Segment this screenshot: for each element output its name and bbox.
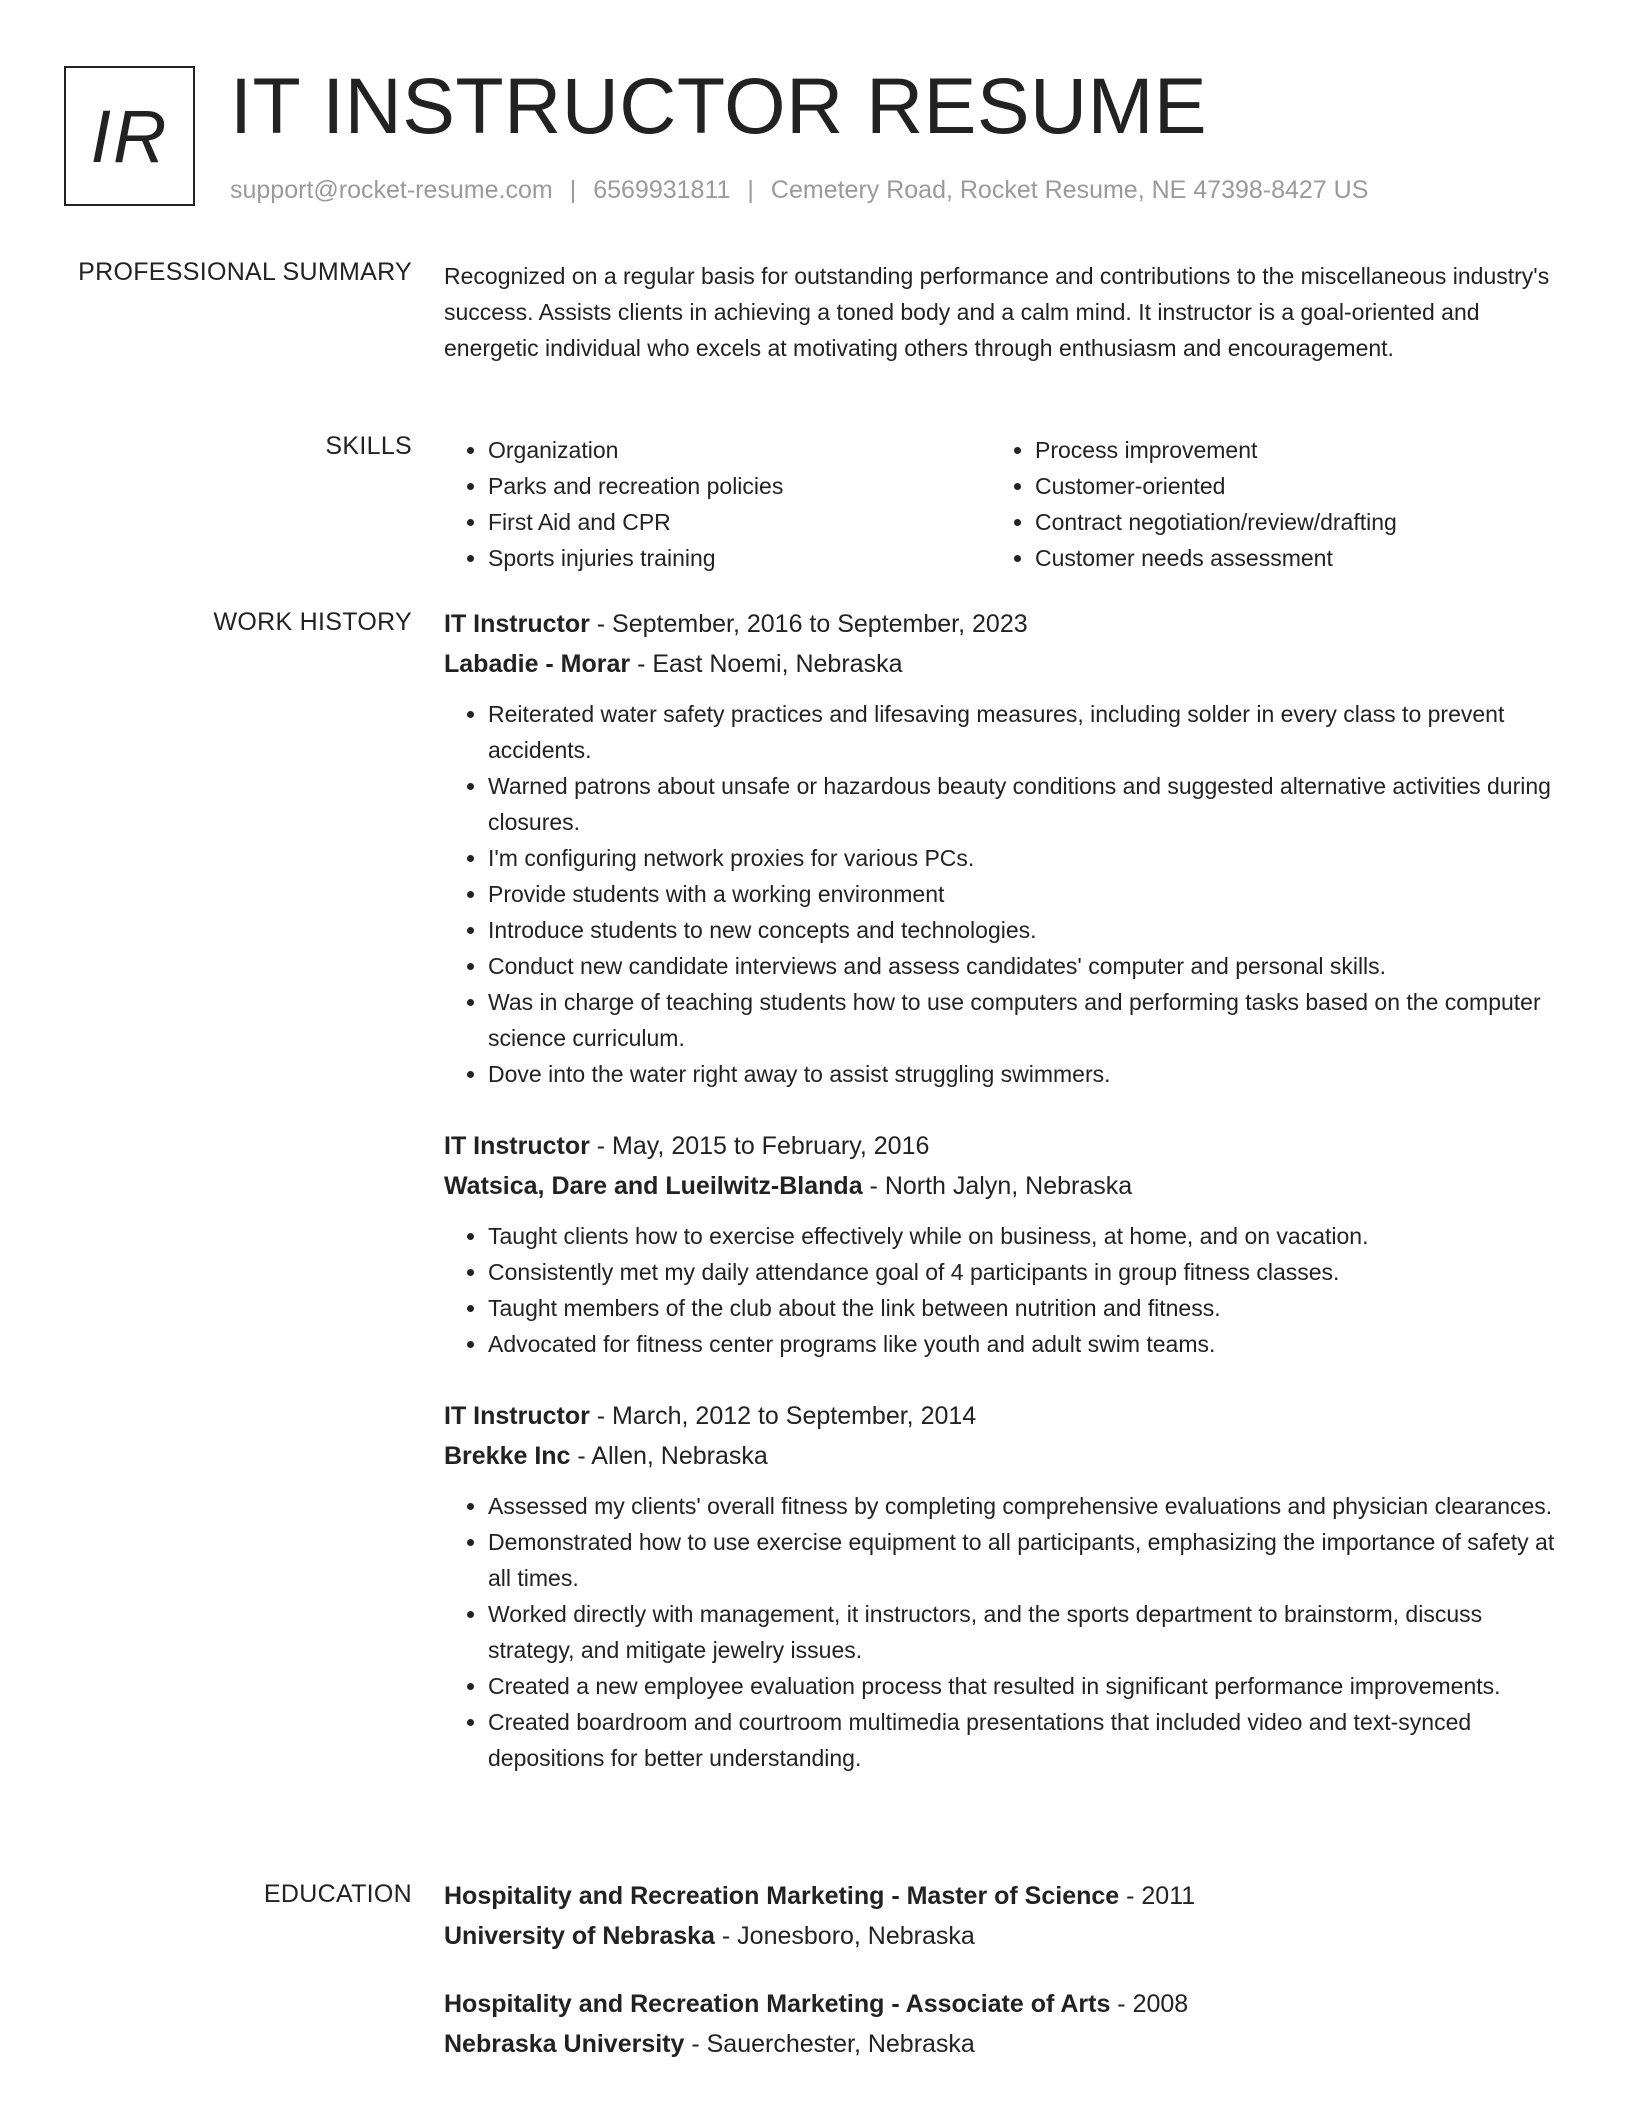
job-bullet: • Taught members of the club about the link between nutrition and fitness. [488,1290,1562,1326]
job-bullet: • Taught clients how to exercise effectively while on business, at home, and on vacation. [488,1218,1562,1254]
skill-item: • Contract negotiation/review/drafting [1035,504,1562,540]
job-bullet: • Advocated for fitness center programs like youth and adult swim teams. [488,1326,1562,1362]
edu-degree: Hospitality and Recreation Marketing - Associate of Arts [444,1990,1111,2018]
edu-school: University of Nebraska [444,1922,715,1950]
edu-location: - Sauerchester, Nebraska [684,2030,975,2058]
section-title-education: EDUCATION [263,1880,412,1908]
job-bullet: • I'm configuring network proxies for various PCs. [488,840,1562,876]
education-entry [444,1984,1562,2064]
skills-list-left [444,432,991,576]
job-company: Labadie - Morar [444,650,631,678]
job-bullet: • Reiterated water safety practices and lifesaving measures, including solder in every class to prevent accidents. [488,696,1562,768]
contact-line [230,176,1368,205]
job-bullet: • Introduce students to new concepts and technologies. [488,912,1562,948]
edu-degree: Hospitality and Recreation Marketing - Master of Science [444,1882,1120,1910]
job-company: Brekke Inc [444,1442,571,1470]
job-bullet: • Created a new employee evaluation process that resulted in significant performance improvements. [488,1668,1562,1704]
skill-item: • Customer-oriented [1035,468,1562,504]
edu-year: - 2011 [1119,1882,1196,1910]
job-dates: - March, 2012 to September, 2014 [589,1402,977,1430]
job-dates: - September, 2016 to September, 2023 [589,610,1028,638]
contact-phone: 6569931811 [593,176,731,204]
job-bullet: • Assessed my clients' overall fitness by completing comprehensive evaluations and physician clearances. [488,1488,1562,1524]
skill-item: • Process improvement [1035,432,1562,468]
job-entry [444,1126,1562,1362]
job-entry [444,604,1562,1092]
job-bullet: • Demonstrated how to use exercise equipment to all participants, emphasizing the importance of safety at all times. [488,1524,1562,1596]
skill-item: • Customer needs assessment [1035,540,1562,576]
skill-item: • Parks and recreation policies [488,468,991,504]
job-company: Watsica, Dare and Lueilwitz-Blanda [444,1172,863,1200]
skills-list-right [991,432,1562,576]
section-title-skills: SKILLS [325,432,412,460]
monogram-logo [64,66,195,206]
job-role: IT Instructor [444,1402,590,1430]
job-role: IT Instructor [444,610,590,638]
job-dates: - May, 2015 to February, 2016 [589,1132,930,1160]
resume-title: IT INSTRUCTOR RESUME [230,61,1208,150]
resume-header [64,61,1584,211]
skill-item: • Sports injuries training [488,540,991,576]
monogram-text: IR [90,94,169,178]
summary-text: Recognized on a regular basis for outstanding performance and contributions to the miscellaneous industry's success. Assists clients in achieving a toned body and a calm mind. It instructor is a goal-oriented and energetic individual who excels at motivating others through enthusiasm and encouragement. [444,263,1550,361]
job-location: - North Jalyn, Nebraska [862,1172,1133,1200]
job-bullet: • Worked directly with management, it instructors, and the sports department to brainstorm, discuss strategy, and mitigate jewelry issues. [488,1596,1562,1668]
job-bullet: • Conduct new candidate interviews and assess candidates' computer and personal skills. [488,948,1562,984]
contact-address: Cemetery Road, Rocket Resume, NE 47398-8427 US [770,176,1369,204]
job-bullets [444,696,1562,1092]
contact-separator: | [569,176,577,204]
contact-email: support@rocket-resume.com [230,176,553,204]
job-bullet: • Consistently met my daily attendance goal of 4 participants in group fitness classes. [488,1254,1562,1290]
job-entry [444,1396,1562,1776]
edu-school: Nebraska University [444,2030,685,2058]
job-role: IT Instructor [444,1132,590,1160]
skill-item: • Organization [488,432,991,468]
education-entry [444,1876,1562,1956]
section-title-summary: PROFESSIONAL SUMMARY [78,258,412,286]
job-bullet: • Was in charge of teaching students how to use computers and performing tasks based on the computer science curriculum. [488,984,1562,1056]
job-location: - East Noemi, Nebraska [630,650,903,678]
job-bullet: • Provide students with a working environment [488,876,1562,912]
contact-separator: | [747,176,754,204]
skill-item: • First Aid and CPR [488,504,991,540]
job-bullets [444,1218,1562,1362]
edu-year: - 2008 [1110,1990,1189,2018]
job-bullet: • Dove into the water right away to assist struggling swimmers. [488,1056,1562,1092]
job-bullets [444,1488,1562,1776]
section-title-work: WORK HISTORY [213,608,412,636]
edu-location: - Jonesboro, Nebraska [714,1922,975,1950]
job-bullet: • Warned patrons about unsafe or hazardous beauty conditions and suggested alternative activities during closures. [488,768,1562,840]
job-bullet: • Created boardroom and courtroom multimedia presentations that included video and text-synced depositions for better understanding. [488,1704,1562,1776]
job-location: - Allen, Nebraska [570,1442,768,1470]
